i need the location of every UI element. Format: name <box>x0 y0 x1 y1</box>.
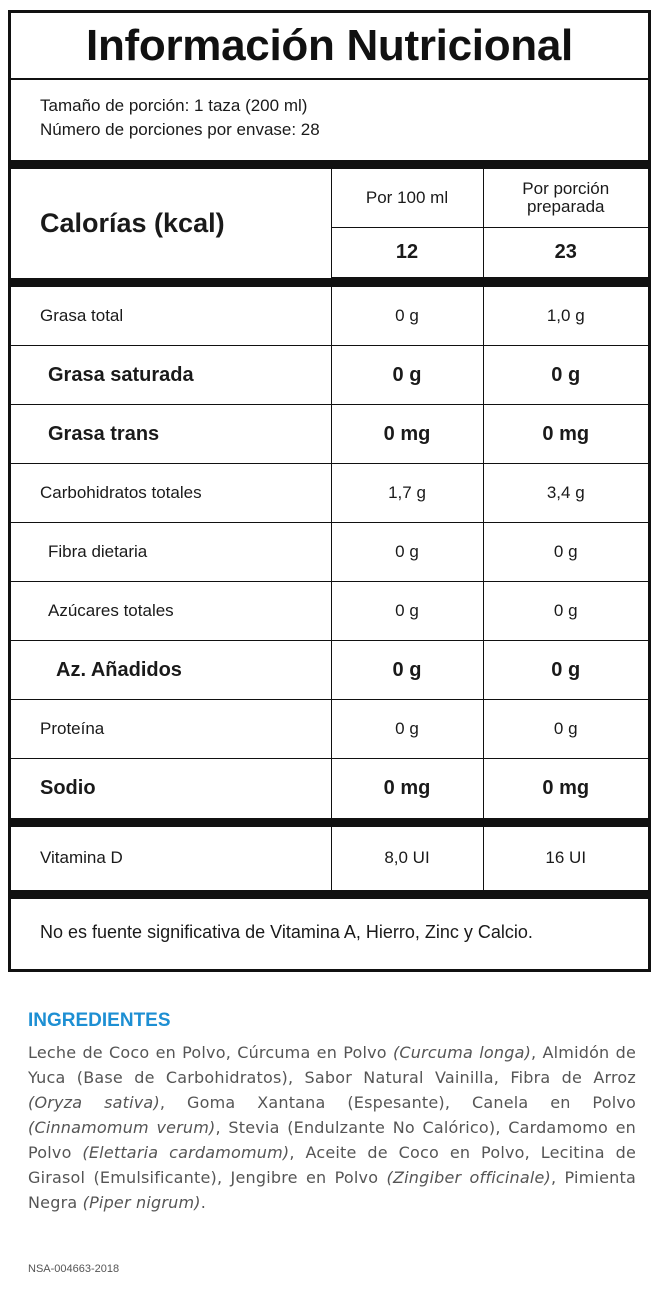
nutrient-per100: 0 g <box>331 641 483 700</box>
calories-label: Calorías (kcal) <box>11 169 331 277</box>
vitamin-row <box>11 827 648 890</box>
label-footnote: No es fuente significativa de Vitamina A, Hierro, Zinc y Calcio. <box>40 921 533 942</box>
divider-band <box>11 818 648 827</box>
column-header-per-serving: Por porción preparada <box>483 169 648 227</box>
calories-table <box>11 169 648 278</box>
nutrient-per-serving: 0 g <box>483 700 648 759</box>
ingredients-title: INGREDIENTES <box>28 1010 171 1031</box>
nutrient-per-serving: 0 g <box>483 641 648 700</box>
nutrient-per100: 0 g <box>331 346 483 405</box>
serving-info <box>11 80 648 160</box>
nutrient-per-serving: 0 mg <box>483 405 648 464</box>
nutrient-per-serving: 0 g <box>483 346 648 405</box>
ingredient-segment: , Stevia (Endulzante No Calórico), Cardamomo en Polvo <box>28 1118 636 1162</box>
nutrient-per-serving: 0 g <box>483 523 648 582</box>
nutrient-per-serving: 0 mg <box>483 759 648 818</box>
divider-band <box>11 160 648 169</box>
ingredient-scientific-name: (Oryza sativa) <box>28 1093 160 1112</box>
registration-code: NSA-004663-2018 <box>28 1263 120 1275</box>
vitamins-table <box>11 827 648 890</box>
nutrient-row <box>11 405 648 464</box>
nutrition-facts-label <box>8 10 651 972</box>
nutrient-name: Sodio <box>11 759 331 818</box>
nutrient-row <box>11 582 648 641</box>
nutrient-per100: 0 g <box>331 523 483 582</box>
nutrient-name: Carbohidratos totales <box>11 464 331 523</box>
ingredient-scientific-name: (Zingiber officinale) <box>386 1168 551 1187</box>
ingredient-segment: . <box>200 1193 207 1212</box>
nutrient-row <box>11 523 648 582</box>
nutrients-table <box>11 287 648 818</box>
calories-per100: 12 <box>331 227 483 277</box>
nutrient-name: Azúcares totales <box>11 582 331 641</box>
ingredient-segment: , Almidón de Yuca (Base de Carbohidratos), Sabor Natural Vainilla, Fibra de Arroz <box>28 1043 636 1087</box>
ingredients-section <box>28 1010 636 1215</box>
ingredient-segment: Leche de Coco en Polvo, Cúrcuma en Polvo <box>28 1043 393 1062</box>
ingredients-text <box>28 1040 636 1215</box>
nutrient-row <box>11 287 648 346</box>
vitamin-name: Vitamina D <box>11 827 331 890</box>
nutrient-name: Grasa trans <box>11 405 331 464</box>
divider-band <box>11 890 648 899</box>
nutrient-per100: 0 mg <box>331 759 483 818</box>
nutrient-per100: 0 g <box>331 582 483 641</box>
ingredient-scientific-name: (Curcuma longa) <box>392 1043 532 1062</box>
nutrient-name: Fibra dietaria <box>11 523 331 582</box>
nutrient-row <box>11 346 648 405</box>
nutrient-name: Proteína <box>11 700 331 759</box>
nutrient-per100: 0 g <box>331 287 483 346</box>
ingredient-segment: , Pimienta Negra <box>28 1168 636 1212</box>
nutrient-per100: 0 g <box>331 700 483 759</box>
column-header-per100: Por 100 ml <box>331 169 483 227</box>
nutrient-per100: 1,7 g <box>331 464 483 523</box>
vitamin-per100: 8,0 UI <box>331 827 483 890</box>
ingredient-segment: , Aceite de Coco en Polvo, Lecitina de Girasol (Emulsificante), Jengibre en Polvo <box>28 1143 636 1187</box>
nutrient-name: Grasa total <box>11 287 331 346</box>
ingredient-segment: , Goma Xantana (Espesante), Canela en Polvo <box>159 1093 636 1112</box>
nutrient-per-serving: 0 g <box>483 582 648 641</box>
label-title: Información Nutricional <box>11 13 648 80</box>
nutrient-row <box>11 700 648 759</box>
vitamin-per-serving: 16 UI <box>483 827 648 890</box>
nutrient-per-serving: 3,4 g <box>483 464 648 523</box>
divider-band <box>11 278 648 287</box>
calories-per-serving: 23 <box>483 227 648 277</box>
ingredient-scientific-name: (Elettaria cardamomum) <box>82 1143 290 1162</box>
nutrient-row <box>11 759 648 818</box>
nutrient-per100: 0 mg <box>331 405 483 464</box>
serving-size: Tamaño de porción: 1 taza (200 ml) <box>40 96 308 115</box>
nutrient-row <box>11 641 648 700</box>
nutrient-name: Grasa saturada <box>11 346 331 405</box>
nutrient-name: Az. Añadidos <box>11 641 331 700</box>
servings-per-container: Número de porciones por envase: 28 <box>40 120 320 139</box>
ingredient-scientific-name: (Cinnamomum verum) <box>28 1118 216 1137</box>
nutrient-row <box>11 464 648 523</box>
nutrient-per-serving: 1,0 g <box>483 287 648 346</box>
ingredient-scientific-name: (Piper nigrum) <box>82 1193 201 1212</box>
